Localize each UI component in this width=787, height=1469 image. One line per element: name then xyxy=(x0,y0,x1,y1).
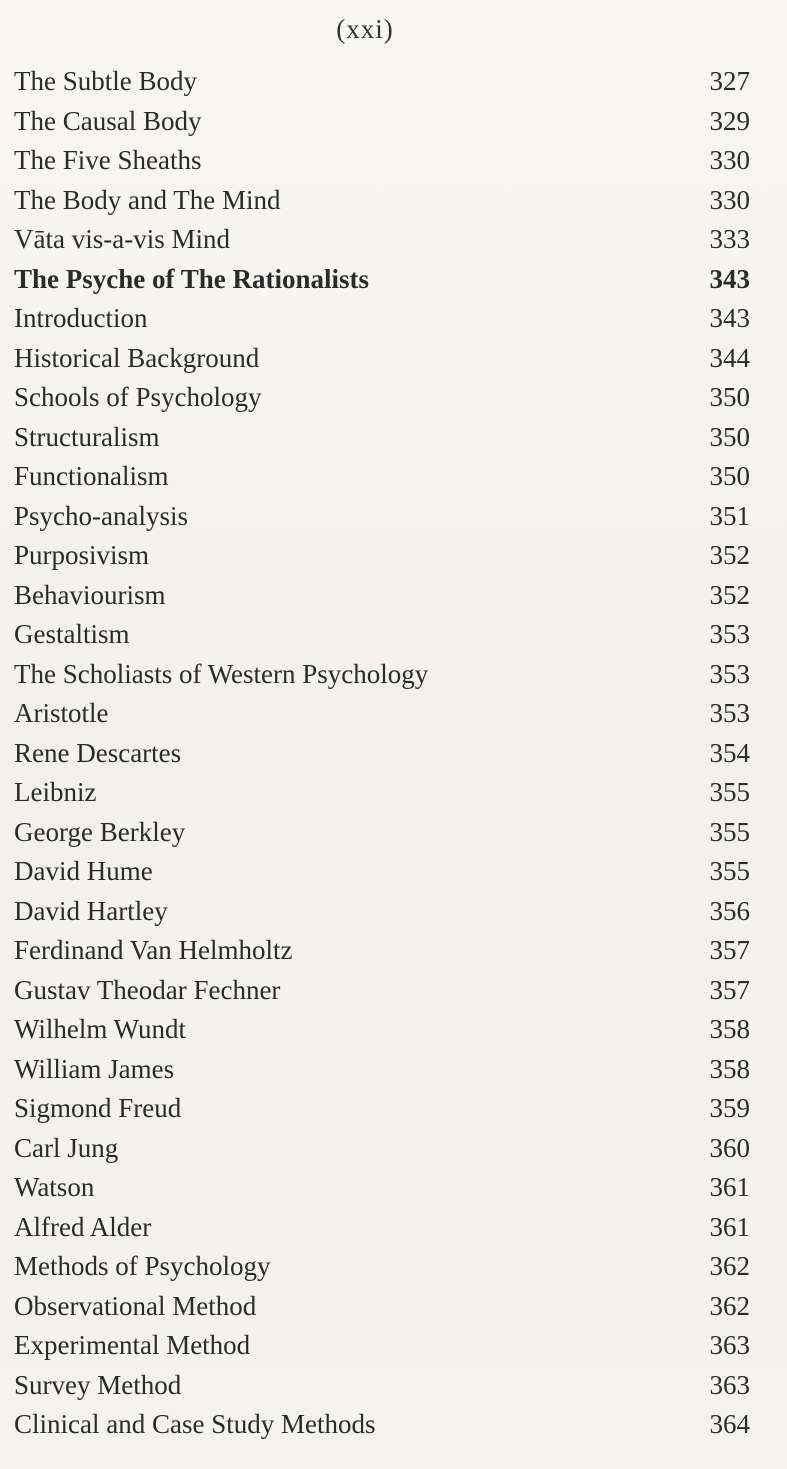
toc-entry-title: Vāta vis-a-vis Mind xyxy=(14,224,230,254)
toc-entry-page: 361 xyxy=(709,1211,750,1242)
toc-entry xyxy=(14,1129,750,1169)
toc-entry xyxy=(14,576,750,616)
toc-entry-page: 363 xyxy=(709,1369,750,1400)
toc-entry-page: 362 xyxy=(709,1251,750,1281)
toc-entry-page: 350 xyxy=(709,421,750,452)
toc-entry xyxy=(14,1247,750,1287)
toc-entry-page: 355 xyxy=(709,856,750,886)
toc-entry-page: 333 xyxy=(709,224,750,254)
toc-entry xyxy=(14,655,750,695)
toc-entry xyxy=(14,615,750,655)
toc-entry-title: Carl Jung xyxy=(14,1132,119,1163)
toc-entry-page: 352 xyxy=(709,579,750,610)
toc-entry xyxy=(14,773,750,813)
toc-entry xyxy=(14,378,750,418)
toc-entry xyxy=(14,813,750,853)
toc-entry xyxy=(14,892,750,932)
toc-entry-page: 355 xyxy=(709,816,750,847)
toc-entry-title: Watson xyxy=(14,1172,95,1202)
toc-entry-title: Functionalism xyxy=(14,461,169,491)
toc-entry xyxy=(14,102,750,142)
toc-entry-page: 359 xyxy=(709,1093,750,1123)
toc-entry-page: 362 xyxy=(709,1290,750,1321)
toc-entry xyxy=(14,1326,750,1366)
toc-entry-page: 360 xyxy=(709,1132,750,1163)
toc-entry-title: Leibniz xyxy=(14,777,97,807)
toc-entry-page: 330 xyxy=(709,145,750,175)
toc-entry-title: Psycho-analysis xyxy=(14,500,188,531)
toc-entry-title: Ferdinand Van Helmholtz xyxy=(14,935,293,965)
toc-entry xyxy=(14,931,750,971)
toc-entry-page: 344 xyxy=(709,342,750,373)
toc-entry-page: 353 xyxy=(709,619,750,649)
toc-entry-page: 353 xyxy=(709,658,750,689)
toc-entry xyxy=(14,141,750,181)
toc-entry xyxy=(14,1405,750,1445)
toc-entry-title: Behaviourism xyxy=(14,579,166,610)
toc-entry-title: George Berkley xyxy=(14,816,186,847)
toc-entry-title: Alfred Alder xyxy=(14,1211,152,1242)
toc-entry-title: Schools of Psychology xyxy=(14,382,262,412)
toc-entry-title: Methods of Psychology xyxy=(14,1251,271,1281)
toc-entry xyxy=(14,181,750,221)
toc-entry xyxy=(14,62,750,102)
toc-entry xyxy=(14,1287,750,1327)
toc-entry xyxy=(14,536,750,576)
toc-entry-page: 363 xyxy=(709,1330,750,1360)
toc-entry xyxy=(14,339,750,379)
table-of-contents xyxy=(14,62,750,1445)
toc-entry-page: 358 xyxy=(709,1053,750,1084)
toc-entry-title: Purposivism xyxy=(14,540,150,570)
toc-entry-title: Observational Method xyxy=(14,1290,257,1321)
toc-entry-page: 350 xyxy=(709,382,750,412)
toc-section-title: The Psyche of The Rationalists xyxy=(14,263,370,294)
toc-entry-title: Clinical and Case Study Methods xyxy=(14,1409,376,1439)
toc-entry xyxy=(14,1208,750,1248)
toc-entry-title: The Subtle Body xyxy=(14,66,197,96)
toc-entry-page: 357 xyxy=(709,974,750,1005)
toc-entry-title: Historical Background xyxy=(14,342,260,373)
toc-entry xyxy=(14,299,750,339)
toc-entry-page: 364 xyxy=(709,1409,750,1439)
toc-entry-title: Survey Method xyxy=(14,1369,182,1400)
toc-entry xyxy=(14,1089,750,1129)
toc-section-heading xyxy=(14,260,750,300)
toc-entry-title: Introduction xyxy=(14,303,148,333)
toc-entry-page: 351 xyxy=(709,500,750,531)
toc-entry-title: Gestaltism xyxy=(14,619,130,649)
toc-entry xyxy=(14,457,750,497)
toc-entry-page: 327 xyxy=(709,66,750,96)
toc-entry-page: 357 xyxy=(709,935,750,965)
toc-entry xyxy=(14,1366,750,1406)
toc-entry-title: The Scholiasts of Western Psychology xyxy=(14,658,429,689)
toc-section-page: 343 xyxy=(709,263,750,294)
toc-entry-title: Rene Descartes xyxy=(14,737,182,768)
toc-entry xyxy=(14,971,750,1011)
toc-entry-page: 352 xyxy=(709,540,750,570)
toc-entry-title: The Five Sheaths xyxy=(14,145,202,175)
toc-entry-page: 353 xyxy=(709,698,750,728)
toc-entry-title: David Hume xyxy=(14,856,153,886)
toc-entry-title: Gustav Theodar Fechner xyxy=(14,974,281,1005)
toc-entry xyxy=(14,1168,750,1208)
toc-entry-title: William James xyxy=(14,1053,175,1084)
toc-entry xyxy=(14,734,750,774)
toc-entry-title: Experimental Method xyxy=(14,1330,251,1360)
toc-entry xyxy=(14,1010,750,1050)
toc-entry xyxy=(14,852,750,892)
toc-entry-page: 343 xyxy=(709,303,750,333)
toc-entry-page: 358 xyxy=(709,1014,750,1044)
toc-entry-page: 329 xyxy=(709,105,750,136)
toc-entry-page: 330 xyxy=(709,184,750,215)
toc-entry-page: 354 xyxy=(709,737,750,768)
toc-entry xyxy=(14,497,750,537)
toc-entry-title: The Body and The Mind xyxy=(14,184,281,215)
toc-entry xyxy=(14,220,750,260)
toc-entry-title: David Hartley xyxy=(14,895,168,926)
page-number-header: (xxi) xyxy=(336,14,394,44)
toc-entry-title: Sigmond Freud xyxy=(14,1093,182,1123)
toc-entry-title: Structuralism xyxy=(14,421,160,452)
toc-entry xyxy=(14,694,750,734)
toc-entry-page: 355 xyxy=(709,777,750,807)
toc-entry xyxy=(14,418,750,458)
toc-entry-page: 356 xyxy=(709,895,750,926)
toc-entry-title: The Causal Body xyxy=(14,105,202,136)
toc-entry-title: Wilhelm Wundt xyxy=(14,1014,187,1044)
toc-entry-title: Aristotle xyxy=(14,698,109,728)
toc-entry xyxy=(14,1050,750,1090)
toc-entry-page: 350 xyxy=(709,461,750,491)
toc-entry-page: 361 xyxy=(709,1172,750,1202)
